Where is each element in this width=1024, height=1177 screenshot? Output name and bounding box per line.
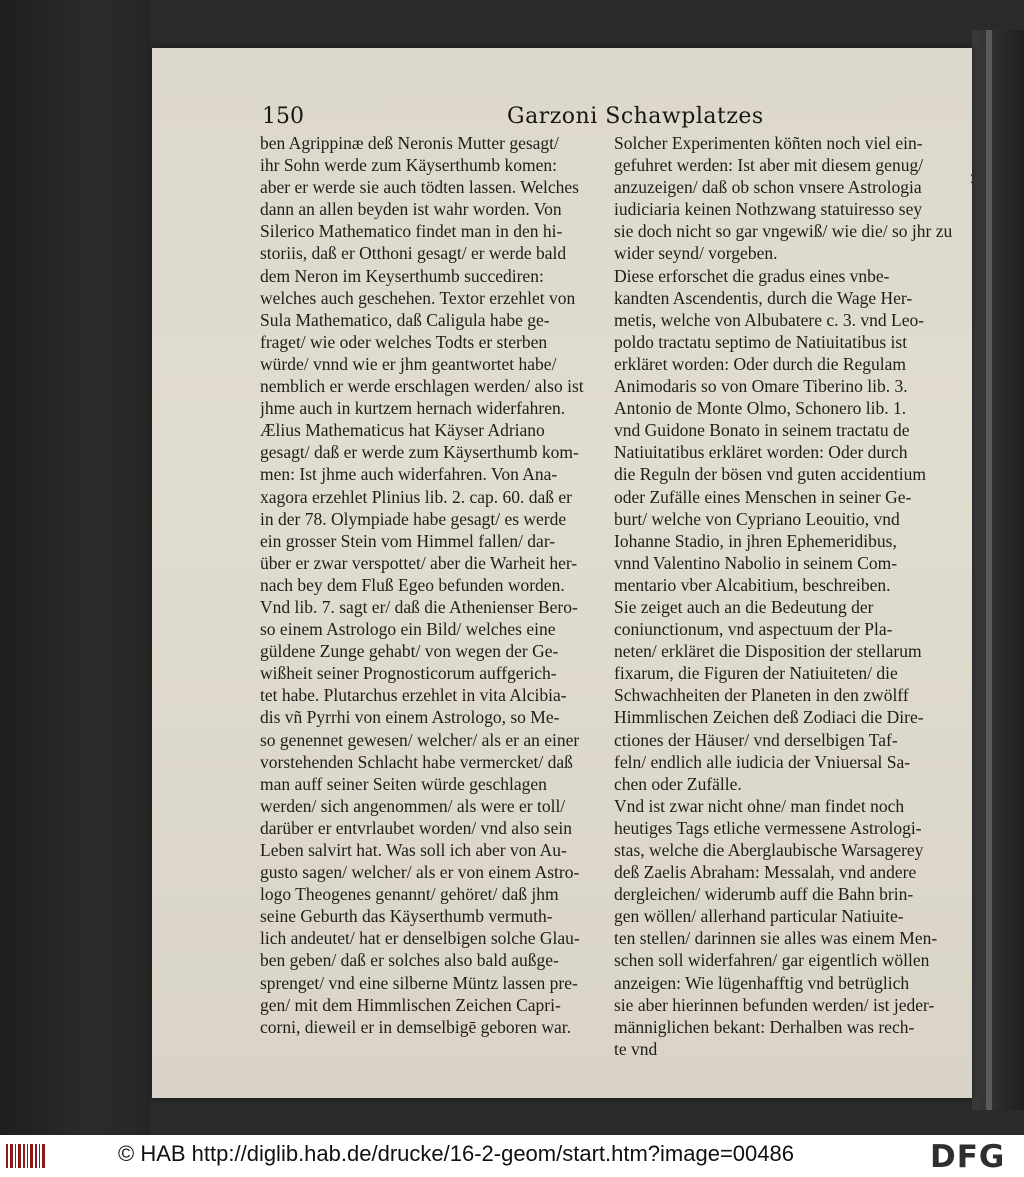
text-line: gen wöllen/ allerhand particular Natiuite-: [614, 906, 904, 927]
text-line: jhme auch in kurtzem hernach widerfahren.: [260, 398, 566, 419]
text-line: werden/ sich angenommen/ als were er toll/: [260, 795, 566, 816]
text-line: burt/ welche von Cypriano Leouitio, vnd: [614, 508, 900, 529]
text-line: storiis, daß er Otthoni gesagt/ er werde bald: [260, 243, 567, 264]
text-line: wider seynd/ vorgeben.: [614, 243, 778, 264]
text-line: Antonio de Monte Olmo, Schonero lib. 1.: [614, 398, 907, 419]
text-line: heutiges Tags etliche vermessene Astrologi-: [614, 817, 922, 838]
text-line: seine Geburth das Käyserthumb vermuth-: [260, 906, 553, 927]
book-page: [152, 48, 978, 1098]
text-line: vnd Guidone Bonato in seinem tractatu de: [614, 420, 910, 441]
hab-barcode-logo-icon: [4, 1140, 48, 1172]
text-line: Leben salvirt hat. Was soll ich aber von Au-: [260, 840, 567, 860]
text-line: chen oder Zufälle.: [614, 773, 742, 794]
text-line: iudiciaria keinen Nothzwang statuiresso sey: [614, 199, 923, 220]
text-line: so genennet gewesen/ welcher/ als er an einer: [260, 729, 580, 750]
text-line: Natiuitatibus erkläret worden: Oder durch: [614, 442, 908, 463]
text-line: die Reguln der bösen vnd guten accidentium: [614, 464, 927, 485]
text-line: ten stellen/ darinnen sie alles was einem Men-: [614, 928, 938, 949]
scan-background-right: [972, 30, 1024, 1110]
text-line: poldo tractatu septimo de Natiuitatibus ist: [614, 331, 908, 352]
text-line: anzeigen: Wie lügenhafftig vnd betrüglich: [614, 972, 910, 993]
text-line: welches auch geschehen. Textor erzehlet von: [260, 287, 576, 308]
text-line: nemblich er werde erschlagen werden/ also ist: [260, 376, 584, 397]
text-line: vnnd Valentino Nabolio in seinem Com-: [614, 552, 898, 573]
text-line: ben Agrippinæ deß Neronis Mutter gesagt/: [260, 133, 559, 153]
text-line: gesagt/ daß er werde zum Käyserthumb kom-: [260, 442, 579, 463]
text-line: gen/ mit dem Himmlischen Zeichen Capri-: [260, 994, 561, 1015]
text-line: mentario vber Alcabitium, beschreiben.: [614, 574, 891, 595]
text-line: dem Neron im Keyserthumb succediren:: [260, 265, 544, 286]
text-line: über er zwar verspottet/ aber die Warheit her-: [260, 552, 578, 573]
running-head: [152, 104, 972, 134]
text-line: fraget/ wie oder welches Todts er sterben: [260, 331, 548, 352]
text-line: darüber er entvrlaubet worden/ vnd also sein: [260, 817, 572, 838]
footer-citation: © HAB http://diglib.hab.de/drucke/16-2-geom/start.htm?image=00486: [118, 1141, 794, 1166]
running-title: Garzoni Schawplatzes: [507, 104, 764, 129]
text-line: dis vñ Pyrrhi von einem Astrologo, so Me-: [260, 707, 560, 728]
text-line: sprenget/ vnd eine silberne Müntz lassen pre-: [260, 972, 578, 993]
text-line: Diese erforschet die gradus eines vnbe-: [614, 265, 890, 286]
text-line: man auff seiner Seiten würde geschlagen: [260, 773, 547, 794]
dfg-logo: DFG: [930, 1139, 1006, 1175]
text-line: gusto sagen/ welcher/ als er von einem Astro-: [260, 862, 580, 883]
text-line: coniunctionum, vnd aspectuum der Pla-: [614, 619, 893, 640]
text-line: anzuzeigen/ daß ob schon vnsere Astrologia: [614, 177, 922, 198]
text-line: Ælius Mathematicus hat Käyser Adriano: [260, 420, 545, 441]
text-line: ein grosser Stein vom Himmel fallen/ dar-: [260, 530, 556, 551]
text-line: güldene Zunge gehabt/ von wegen der Ge-: [260, 641, 559, 662]
text-line: in der 78. Olympiade habe gesagt/ es werde: [260, 508, 567, 529]
text-line: dann an allen beyden ist wahr worden. Von: [260, 199, 562, 220]
text-line: Animodaris so von Omare Tiberino lib. 3.: [614, 376, 908, 397]
text-line: xagora erzehlet Plinius lib. 2. cap. 60. daß er: [260, 486, 572, 507]
text-line: Sula Mathematico, daß Caligula habe ge-: [260, 309, 550, 330]
left-text-column: [260, 132, 605, 1038]
text-line: men: Ist jhme auch widerfahren. Von Ana-: [260, 464, 558, 485]
text-line: Schwachheiten der Planeten in den zwölff: [614, 685, 909, 706]
right-text-column: [614, 132, 952, 1060]
text-line: so einem Astrologo ein Bild/ welches eine: [260, 619, 556, 640]
text-line: neten/ erkläret die Disposition der stellarum: [614, 641, 922, 662]
text-line: schen soll widerfahren/ gar eigentlich wöllen: [614, 950, 930, 971]
page-edge-strip: [986, 30, 992, 1110]
footer-bar: [0, 1135, 1024, 1177]
scan-background-left: [0, 0, 150, 1135]
text-line: aber er werde sie auch tödten lassen. Welches: [260, 177, 579, 198]
text-line: Sie zeiget auch an die Bedeutung der: [614, 596, 874, 617]
text-line: ihr Sohn werde zum Käyserthumb komen:: [260, 155, 557, 176]
text-line: oder Zufälle eines Menschen in seiner Ge-: [614, 486, 912, 507]
text-line: gefuhret werden: Ist aber mit diesem genug/: [614, 155, 924, 176]
margin-mark: 2: [970, 172, 978, 186]
text-line: dergleichen/ widerumb auff die Bahn brin-: [614, 884, 914, 905]
text-line: logo Theogenes genannt/ gehöret/ daß jhm: [260, 884, 559, 905]
text-line: ctiones der Häuser/ vnd derselbigen Taf-: [614, 729, 898, 750]
text-line: Solcher Experimenten köñten noch viel ein-: [614, 133, 923, 153]
text-line: ben geben/ daß er solches also bald außge-: [260, 950, 559, 971]
text-line: Iohanne Stadio, in jhren Ephemeridibus,: [614, 530, 897, 551]
text-line: sie aber hierinnen befunden werden/ ist jeder-: [614, 994, 935, 1015]
text-line: sie doch nicht so gar vngewiß/ wie die/ so jhr zu: [614, 221, 952, 242]
text-line: männiglichen bekant: Derhalben was rech-: [614, 1016, 915, 1037]
text-line: Silerico Mathematico findet man in den hi-: [260, 221, 563, 242]
text-line: fixarum, die Figuren der Natiuiteten/ die: [614, 663, 898, 684]
page-number: 150: [262, 104, 304, 129]
text-line: kandten Ascendentis, durch die Wage Her-: [614, 287, 913, 308]
text-line: stas, welche die Aberglaubische Warsagerey: [614, 840, 924, 860]
text-line: feln/ endlich alle iudicia der Vniuersal Sa-: [614, 751, 911, 772]
text-line: würde/ vnnd wie er jhm geantwortet habe/: [260, 353, 557, 374]
text-line: corni, dieweil er in demselbigē geboren war.: [260, 1016, 572, 1037]
text-line: deß Zaelis Abraham: Messalah, vnd andere: [614, 862, 917, 883]
text-line: te vnd: [614, 1038, 658, 1059]
text-line: Vnd ist zwar nicht ohne/ man findet noch: [614, 795, 905, 816]
text-line: vorstehenden Schlacht habe vermercket/ daß: [260, 751, 573, 772]
text-line: erkläret worden: Oder durch die Regulam: [614, 353, 907, 374]
text-line: wißheit seiner Prognosticorum auffgerich-: [260, 663, 557, 684]
text-line: lich andeutet/ hat er denselbigen solche Glau-: [260, 928, 580, 949]
text-line: tet habe. Plutarchus erzehlet in vita Alcibia-: [260, 685, 567, 706]
text-line: Himmlischen Zeichen deß Zodiaci die Dire-: [614, 707, 924, 728]
text-line: nach bey dem Fluß Egeo befunden worden.: [260, 574, 565, 595]
text-line: Vnd lib. 7. sagt er/ daß die Athenienser Bero-: [260, 596, 578, 617]
text-line: metis, welche von Albubatere c. 3. vnd Leo-: [614, 309, 925, 330]
